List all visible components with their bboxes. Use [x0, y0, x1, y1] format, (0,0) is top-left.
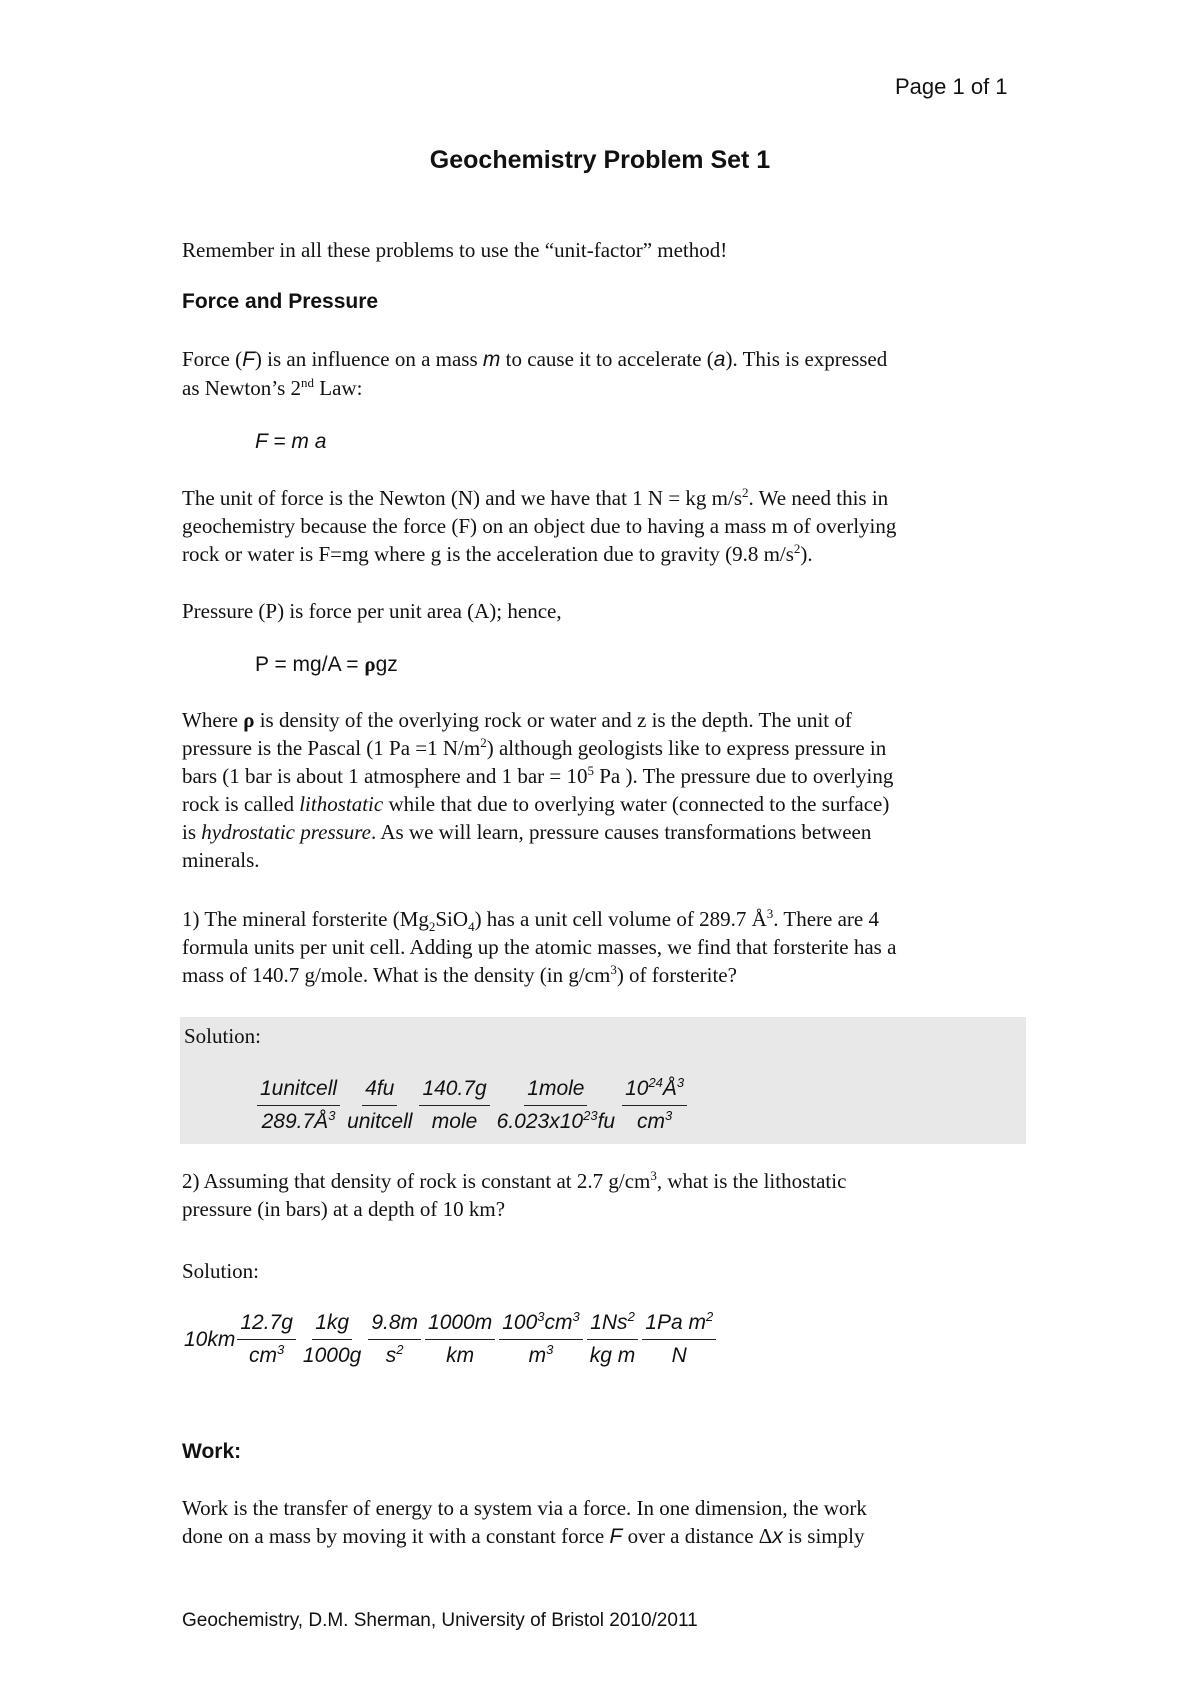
- page-footer: Geochemistry, D.M. Sherman, University of Bristol 2010/2011: [182, 1610, 698, 1631]
- question-2: 2) Assuming that density of rock is constant at 2.7 $g/cm^3$, what is the lithostatic pressure (in bars) at a depth of 10 km?: [182, 1168, 847, 1221]
- factor-fraction: $\frac{100^3cm^3}{m^3}$: [499, 1311, 583, 1368]
- factor-fraction: $\frac{4fu}{\text{unitcell}}$: [347, 1077, 413, 1133]
- equation-pressure: P = mg/A = ρgz: [255, 652, 398, 676]
- paragraph-work-definition: Work is the transfer of energy to a system via a force. In one dimension, the work done on a mass by moving it with a constant force F over a distance Δx is simply: [182, 1496, 867, 1548]
- factor-fraction: $\frac{\text{1unitcell}}{289.7Å^3}$: [257, 1077, 340, 1134]
- leading-term: 10km: [184, 1327, 236, 1351]
- unit-factor-chain-2: [184, 1311, 720, 1368]
- factor-fraction: $\frac{1Pa m^2}{N}$: [642, 1311, 716, 1368]
- factor-fraction: $\frac{12.7g}{cm^3}$: [237, 1311, 296, 1368]
- equation-newton: F = m a: [255, 430, 327, 453]
- question-1: 1) The mineral forsterite $(Mg_2SiO_4)$ has a unit cell volume of 289.7 $Å^3$. There are 4 formula units per unit cell. Adding up the atomic masses, we find that forsterite has a mass of 140.7 g/mole. What is the density (in $g/cm^3$) of forsterite?: [182, 906, 897, 987]
- factor-fraction: $\frac{140.7g}{\text{mole}}$: [419, 1077, 489, 1134]
- paragraph-pressure-units: Where ρ is density of the overlying rock or water and z is the depth. The unit of pressure is the Pascal (1 Pa =1 $N/m^2$) although geologists like to express pressure in bars (1 bar is about 1 atmosphere and 1 bar = $10^5$ Pa ). The pressure due to overlying rock is called lithostatic while that due to overlying water (connected to the surface) is hydrostatic pressure. As we will learn, pressure causes transformations between minerals.: [182, 708, 894, 872]
- page-number: Page 1 of 1: [895, 74, 1008, 99]
- paragraph-newton-unit: The unit of force is the Newton (N) and we have that 1 N = kg $m/s^2$. We need this in geochemistry because the force (F) on an object due to having a mass m of overlying rock or water is F=mg where g is the acceleration due to gravity (9.8 $m/s^2$).: [182, 485, 897, 566]
- solution-label-2: Solution:: [182, 1259, 260, 1283]
- factor-fraction: $\frac{10^{24}Å^3}{cm^3}$: [622, 1077, 687, 1134]
- page-title: Geochemistry Problem Set 1: [429, 146, 771, 174]
- factor-fraction: $\frac{1Ns^2}{\text{kg m}}$: [587, 1311, 639, 1368]
- paragraph-force-definition: Force (F) is an influence on a mass m to cause it to accelerate (a). This is expressed as Newton’s 2nd Law:: [182, 347, 888, 400]
- factor-fraction: $\frac{9.8m}{s^2}$: [368, 1311, 421, 1368]
- section-heading-work: Work:: [182, 1440, 242, 1463]
- section-heading-force-pressure: Force and Pressure: [182, 290, 379, 313]
- unit-factor-chain-1: [257, 1077, 691, 1134]
- factor-fraction: $\frac{1000m}{km}$: [425, 1311, 495, 1368]
- factor-fraction: $\frac{\text{1mole}}{6.023x10^{23}fu}$: [496, 1077, 616, 1133]
- intro-text: Remember in all these problems to use the “unit-factor” method!: [182, 238, 728, 262]
- solution-label-1: Solution:: [184, 1024, 262, 1048]
- paragraph-pressure-definition: Pressure (P) is force per unit area (A); hence,: [182, 599, 562, 623]
- factor-fraction: $\frac{1kg}{1000g}$: [302, 1311, 362, 1367]
